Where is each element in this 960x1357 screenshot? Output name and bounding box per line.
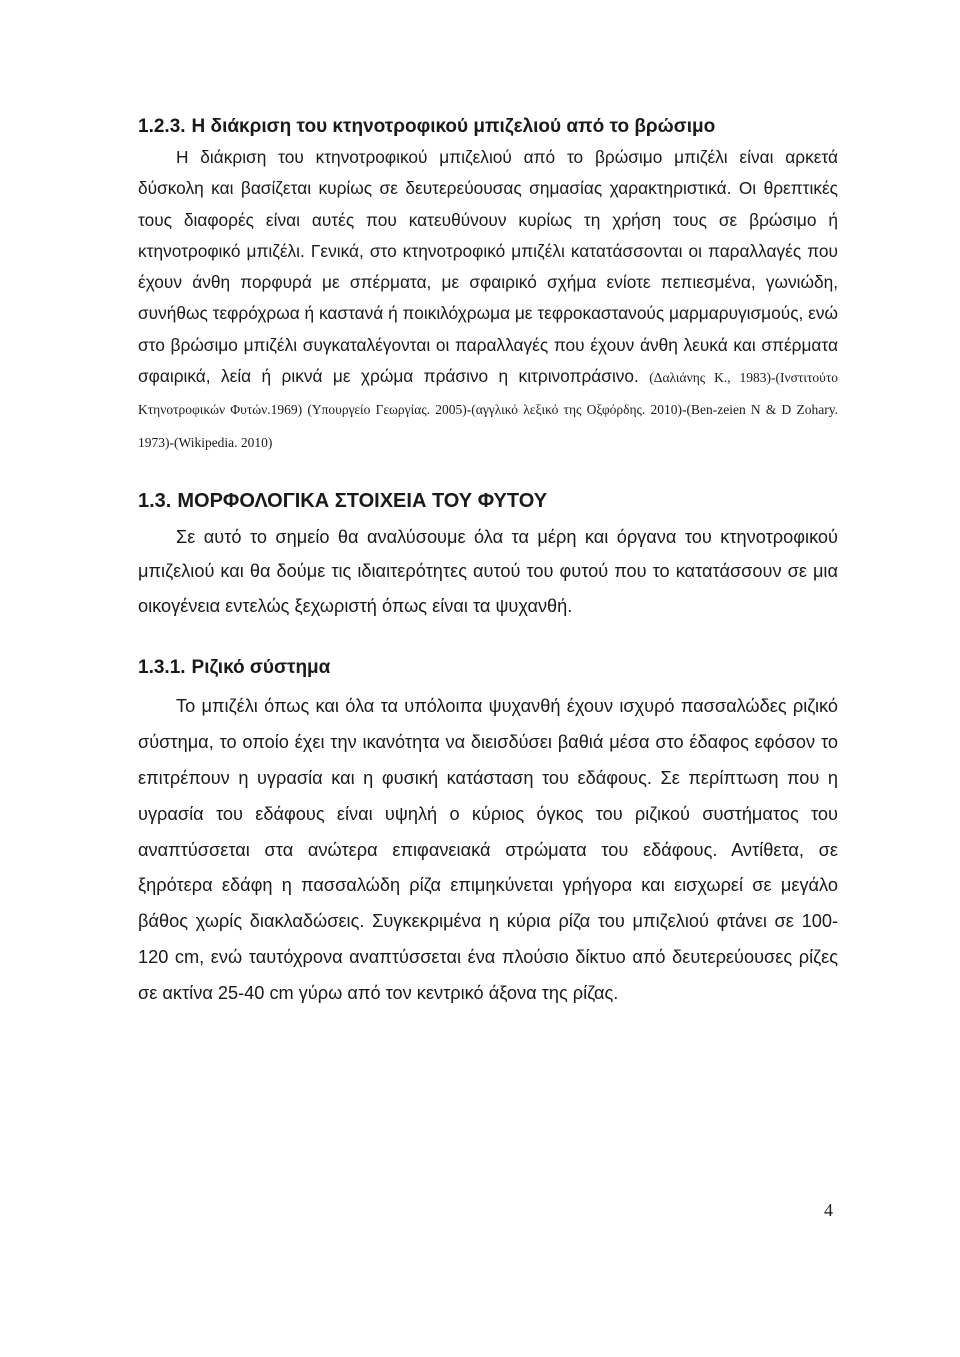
section-title: Η διάκριση του κτηνοτροφικού μπιζελιού από το βρώσιμο <box>191 116 716 137</box>
section-heading-1-3-1 <box>138 653 838 683</box>
section-number: 1.2.3. <box>138 116 186 137</box>
section-number: 1.3. <box>138 489 172 512</box>
paragraph-root-system: Το μπιζέλι όπως και όλα τα υπόλοιπα ψυχανθή έχουν ισχυρό πασσαλώδες ριζικό σύστημα, το οποίο έχει την ικανότητα να διεισδύσει βαθιά μέσα στο έδαφος εφόσον το επιτρέπουν η υγρασία και η φυσική κατάσταση του εδάφους. Σε περίπτωση που η υγρασία του εδάφους είναι υψηλή ο κύριος όγκος του ριζικού συστήματος του αναπτύσσεται στα ανώτερα επιφανειακά στρώματα του εδάφους. Αντίθετα, σε ξηρότερα εδάφη η πασσαλώδη ρίζα επιμηκύνεται γρήγορα και εισχωρεί σε μεγάλο βάθος χωρίς διακλαδώσεις. Συγκεκριμένα η κύρια ρίζα του μπιζελιού φτάνει σε 100-120 cm, ενώ ταυτόχρονα αναπτύσσεται ένα πλούσιο δίκτυο από δευτερεύουσες ρίζες σε ακτίνα 25-40 cm γύρω από τον κεντρικό άξονα της ρίζας. <box>138 696 838 1003</box>
citation: (Δαλιάνης Κ., 1983)-(Ινστιτούτο Κτηνοτροφικών Φυτών.1969) (Υπουργείο Γεωργίας. 2005)-(αγγλικό λεξικό της Οξφόρδης. 2010)-(Ben-zeien N & D Zohary. 1973)-(Wikipedia. 2010) <box>138 370 838 450</box>
section-title: Ριζικό σύστημα <box>191 657 331 679</box>
section-number: 1.3.1. <box>138 657 186 679</box>
document-page <box>138 112 838 1012</box>
section-heading-1-2-3 <box>138 112 838 142</box>
paragraph-morphology-intro: Σε αυτό το σημείο θα αναλύσουμε όλα τα μέρη και όργανα του κτηνοτροφικού μπιζελιού και θα δούμε τις ιδιαιτερότητες αυτού του φυτού που το κατατάσσουν σε μια οικογένεια εντελώς ξεχωριστή όπως είναι τα ψυχανθή. <box>138 526 838 616</box>
paragraph-pea-distinction <box>138 142 838 458</box>
section-title: ΜΟΡΦΟΛΟΓΙΚΑ ΣΤΟΙΧΕΙΑ ΤΟΥ ΦΥΤΟΥ <box>177 489 548 512</box>
paragraph-text: Η διάκριση του κτηνοτροφικού μπιζελιού από το βρώσιμο μπιζέλι είναι αρκετά δύσκολη και βασίζεται κυρίως σε δευτερεύουσας σημασίας χαρακτηριστικά. Οι θρεπτικές τους διαφορές είναι αυτές που κατευθύνουν κυρίως τη χρήση τους σε βρώσιμο ή κτηνοτροφικό μπιζέλι. Γενικά, στο κτηνοτροφικό μπιζέλι κατατάσσονται οι παραλλαγές που έχουν άνθη πορφυρά με σπέρματα, με σφαιρικό σχήμα ενίοτε πεπιεσμένα, γωνιώδη, συνήθως τεφρόχρωα ή καστανά ή ποικιλόχρωμα με τεφροκαστανούς μαρμαρυγισμούς, ενώ στο βρώσιμο μπιζέλι συγκαταλέγονται οι παραλλαγές που έχουν άνθη λευκά και σπέρματα σφαιρικά, λεία ή ρικνά με χρώμα πράσινο η κιτρινοπράσινο. <box>138 147 838 387</box>
page-number: 4 <box>824 1200 833 1220</box>
section-heading-1-3 <box>138 486 838 516</box>
